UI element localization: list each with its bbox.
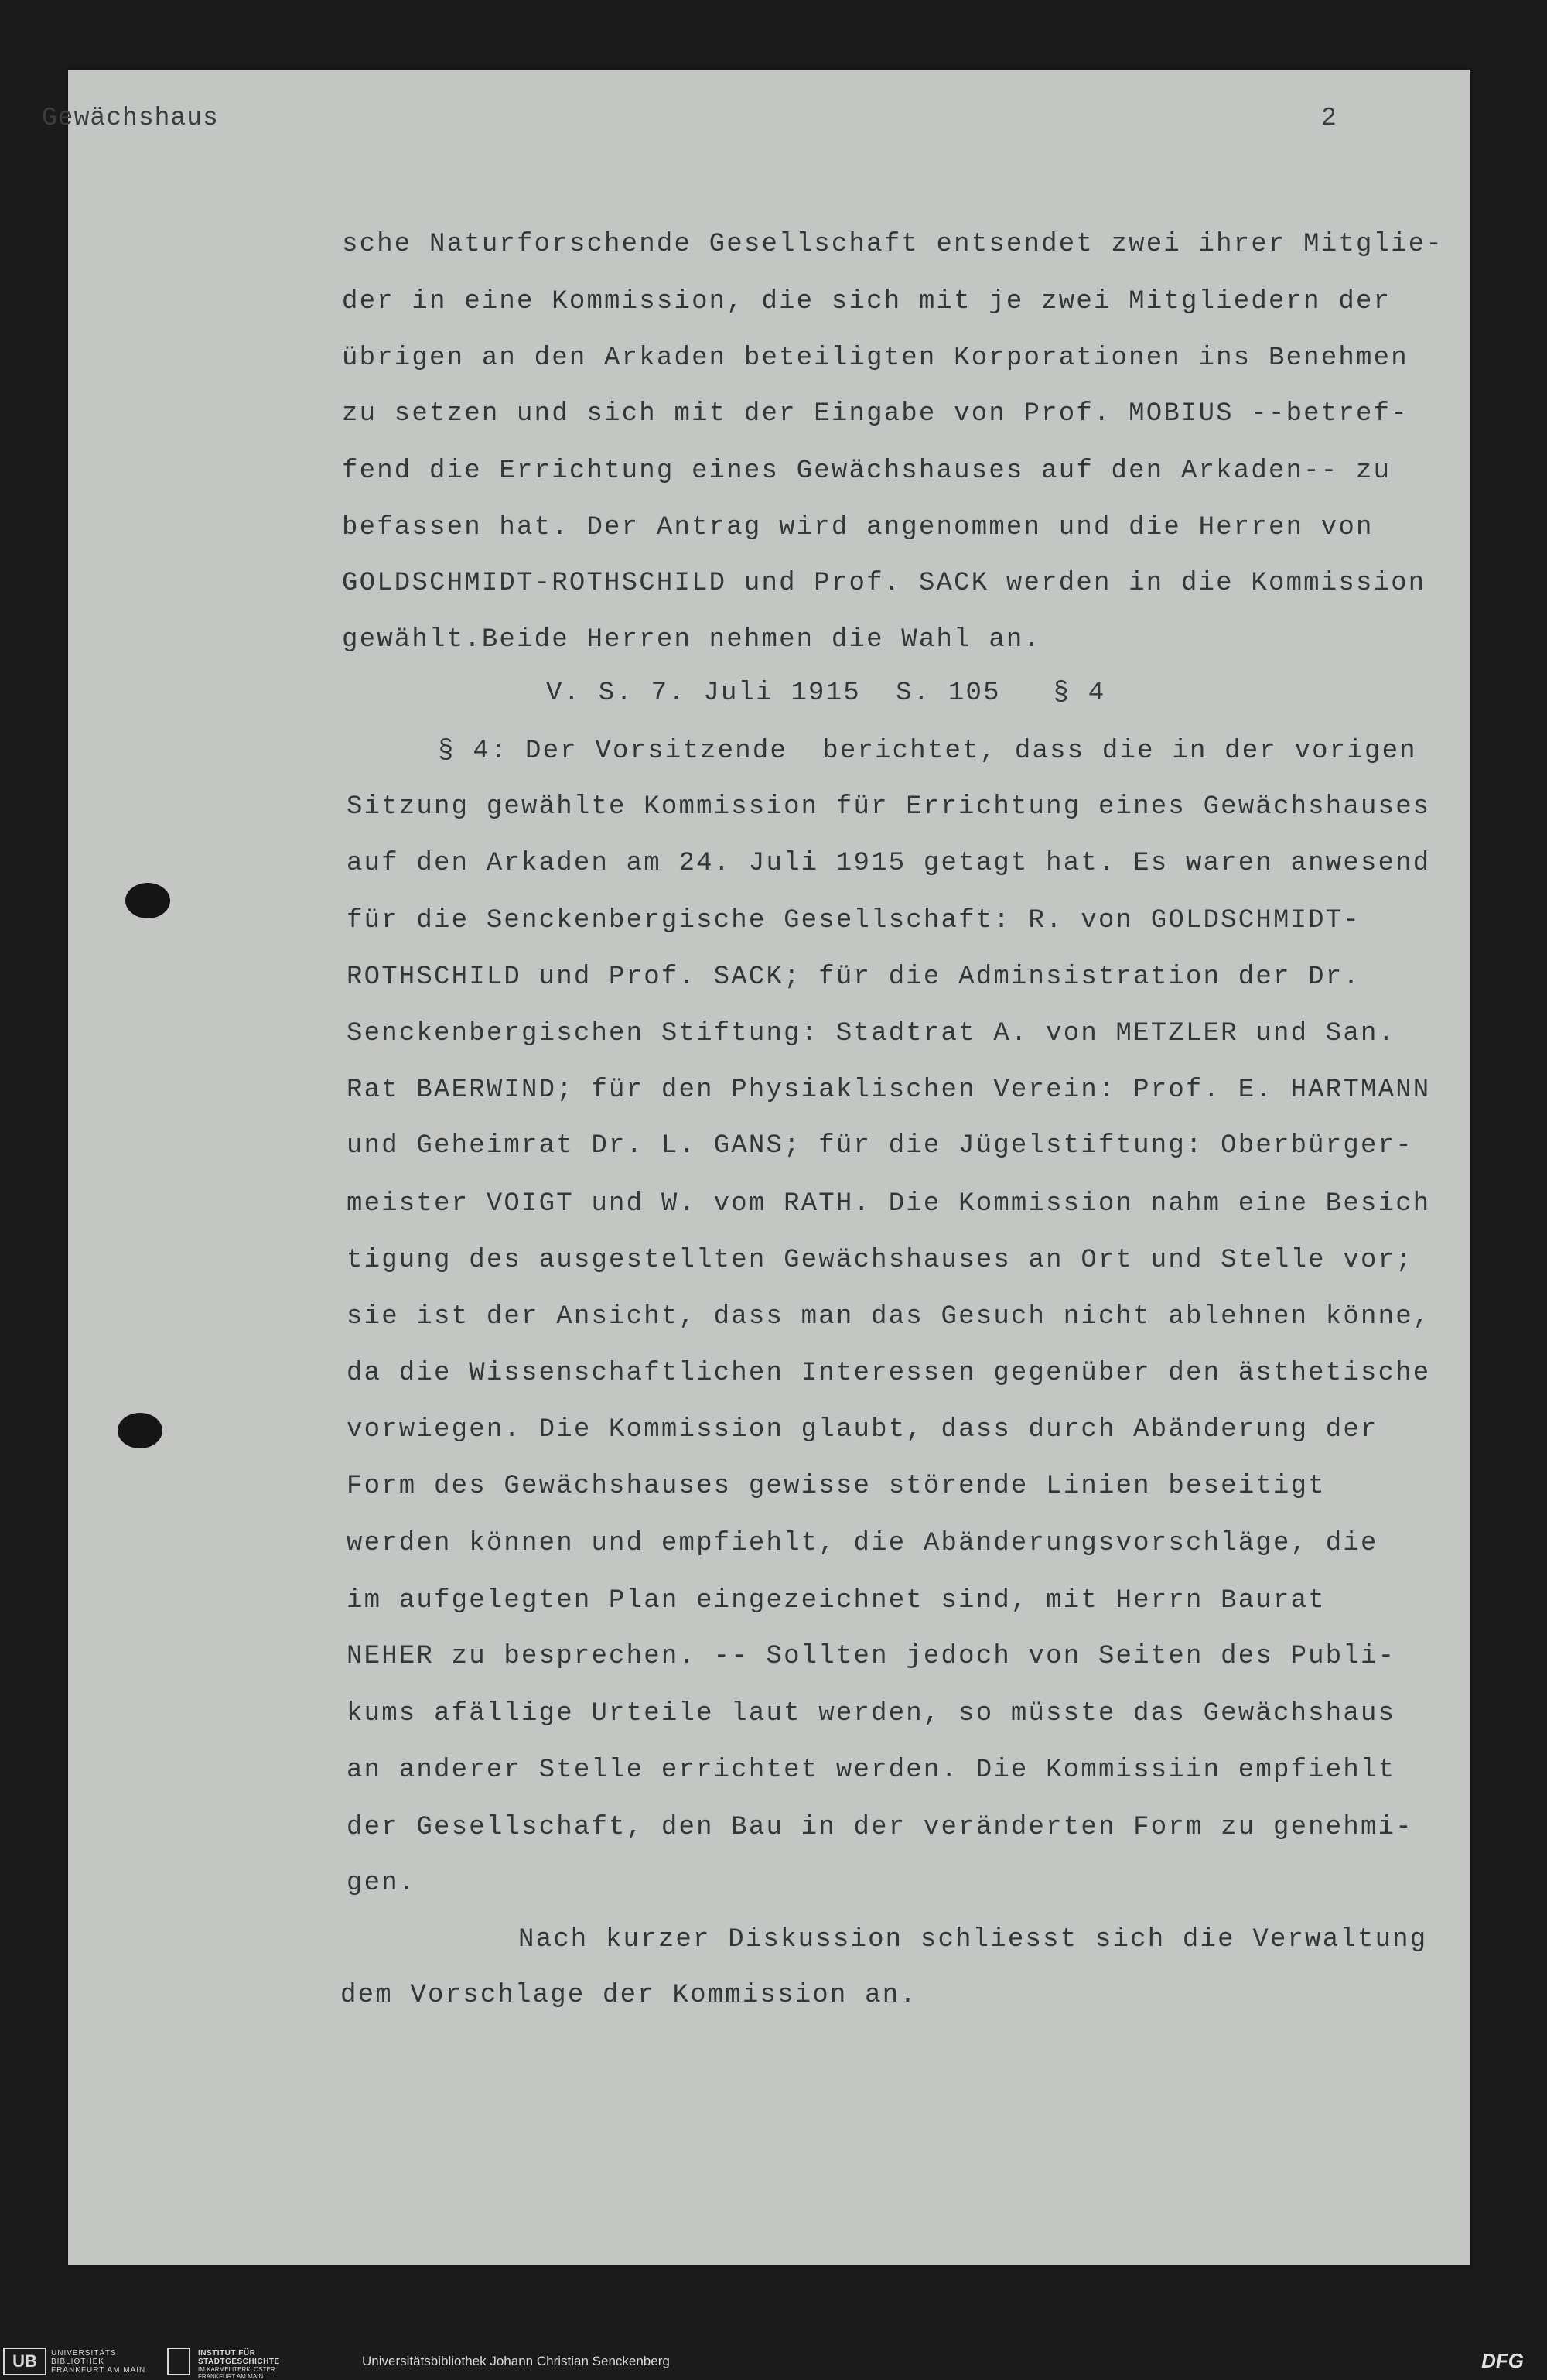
text-line: im aufgelegten Plan eingezeichnet sind, mit Herrn Baurat (347, 1586, 1326, 1616)
text-line: fend die Errichtung eines Gewächshauses auf den Arkaden-- zu (342, 457, 1392, 486)
punch-hole-lower (118, 1413, 162, 1448)
text-line: werden können und empfiehlt, die Abänderungsvorschläge, die (347, 1529, 1378, 1558)
reference-line: V. S. 7. Juli 1915 S. 105 § 4 (546, 679, 1106, 708)
text-line: sie ist der Ansicht, dass man das Gesuch nicht ablehnen könne, (347, 1302, 1431, 1332)
text-line: an anderer Stelle errichtet werden. Die Kommissiin empfiehlt (347, 1756, 1396, 1785)
institute-logo-subtext: IM KARMELITERKLOSTER FRANKFURT AM MAIN (198, 2366, 275, 2380)
page-header-title: Gewächshaus (42, 104, 219, 132)
text-line: ROTHSCHILD und Prof. SACK; für die Adminsistration der Dr. (347, 963, 1361, 992)
text-line: befassen hat. Der Antrag wird angenommen und die Herren von (342, 513, 1374, 542)
punch-hole-upper (125, 883, 170, 918)
institute-logo (167, 2348, 330, 2380)
text-line: tigung des ausgestellten Gewächshauses an Ort und Stelle vor; (347, 1246, 1413, 1275)
ub-mark: UB (3, 2348, 46, 2375)
institute-logo-text: INSTITUT FÜR STADTGESCHICHTE (198, 2349, 280, 2366)
ub-logo-text: UNIVERSITÄTS BIBLIOTHEK FRANKFURT AM MAIN (51, 2349, 146, 2375)
text-line: der in eine Kommission, die sich mit je zwei Mitgliedern der (342, 287, 1392, 316)
text-line: zu setzen und sich mit der Eingabe von Prof. MOBIUS --betref- (342, 399, 1409, 429)
text-line: kums afällige Urteile laut werden, so müsste das Gewächshaus (347, 1699, 1396, 1729)
dfg-logo: DFG (1481, 2349, 1524, 2372)
text-line: sche Naturforschende Gesellschaft entsendet zwei ihrer Mitglie- (342, 230, 1444, 259)
page-number: 2 (1321, 104, 1337, 132)
text-line: übrigen an den Arkaden beteiligten Korporationen ins Benehmen (342, 344, 1409, 373)
viewer-footer (0, 2343, 1547, 2380)
text-line: Rat BAERWIND; für den Physiaklischen Verein: Prof. E. HARTMANN (347, 1075, 1431, 1105)
text-line: gewählt.Beide Herren nehmen die Wahl an. (342, 625, 1042, 655)
text-line: der Gesellschaft, den Bau in der veränderten Form zu genehmi- (347, 1813, 1413, 1842)
text-line: gen. (347, 1869, 417, 1898)
text-line: Form des Gewächshauses gewisse störende Linien beseitigt (347, 1472, 1326, 1501)
library-name: Universitätsbibliothek Johann Christian Senckenberg (362, 2354, 670, 2368)
text-line: vorwiegen. Die Kommission glaubt, dass durch Abänderung der (347, 1415, 1378, 1445)
institute-mark-icon (167, 2348, 190, 2375)
text-line: und Geheimrat Dr. L. GANS; für die Jügelstiftung: Oberbürger- (347, 1131, 1413, 1161)
text-line: § 4: Der Vorsitzende berichtet, dass die in der vorigen (438, 737, 1417, 766)
text-line: Nach kurzer Diskussion schliesst sich die Verwaltung (518, 1925, 1428, 1954)
text-line: meister VOIGT und W. vom RATH. Die Kommission nahm eine Besich (347, 1189, 1431, 1219)
text-line: Senckenbergischen Stiftung: Stadtrat A. von METZLER und San. (347, 1019, 1396, 1048)
text-line: da die Wissenschaftlichen Interessen gegenüber den ästhetische (347, 1359, 1431, 1388)
ub-logo (3, 2348, 158, 2375)
text-line: für die Senckenbergische Gesellschaft: R. von GOLDSCHMIDT- (347, 906, 1361, 935)
text-line: dem Vorschlage der Kommission an. (340, 1981, 917, 2010)
text-line: NEHER zu besprechen. -- Sollten jedoch von Seiten des Publi- (347, 1642, 1396, 1671)
text-line: Sitzung gewählte Kommission für Errichtung eines Gewächshauses (347, 792, 1431, 822)
text-line: GOLDSCHMIDT-ROTHSCHILD und Prof. SACK werden in die Kommission (342, 569, 1426, 598)
text-line: auf den Arkaden am 24. Juli 1915 getagt hat. Es waren anwesend (347, 849, 1431, 878)
